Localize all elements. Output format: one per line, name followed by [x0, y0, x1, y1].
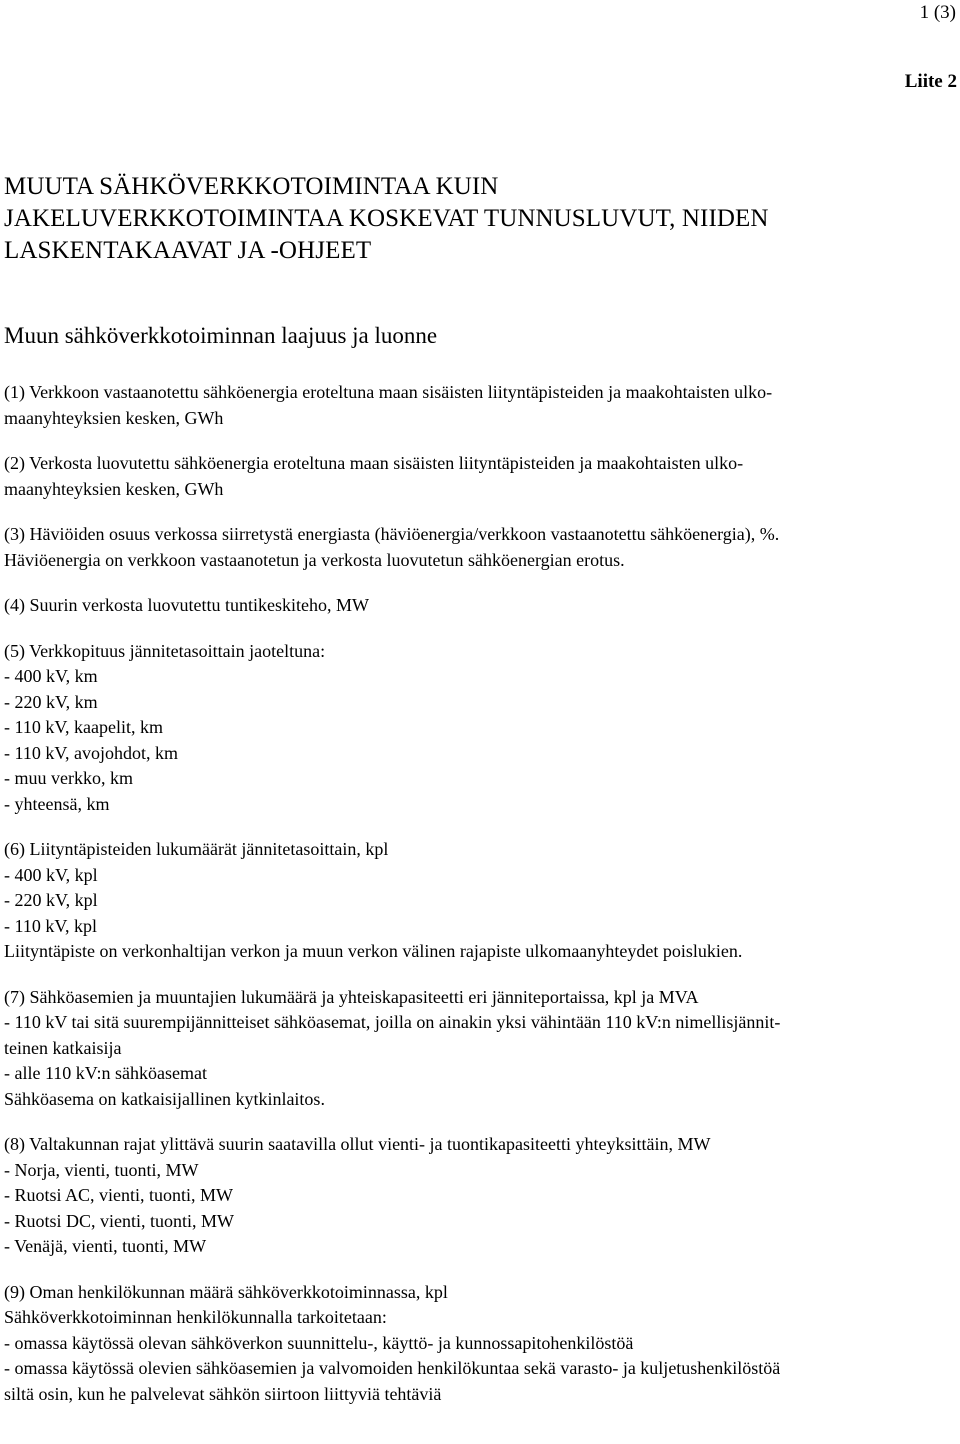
text-line: (8) Valtakunnan rajat ylittävä suurin saatavilla ollut vienti- ja tuontikapasiteetti yhteyksittäin, MW: [4, 1134, 711, 1154]
text-line: - Ruotsi AC, vienti, tuonti, MW: [4, 1185, 234, 1205]
section-heading: Muun sähköverkkotoiminnan laajuus ja luonne: [4, 323, 438, 348]
page-number: 1 (3): [919, 2, 956, 23]
text-line: - 400 kV, kpl: [4, 864, 98, 885]
text-line: (1) Verkkoon vastaanotettu sähköenergia eroteltuna maan sisäisten liityntäpisteiden ja maakohtaisten ulko-: [4, 382, 773, 402]
document-title-line: LASKENTAKAAVAT JA -OHJEET: [4, 237, 372, 264]
text-line: maanyhteyksien kesken, GWh: [4, 478, 224, 499]
text-line: (3) Häviöiden osuus verkossa siirretystä energiasta (häviöenergia/verkkoon vastaanotettu sähköenergia), %.: [4, 524, 780, 544]
text-line: siltä osin, kun he palvelevat sähkön siirtoon liittyviä tehtäviä: [4, 1383, 442, 1404]
text-line: - omassa käytössä olevien sähköasemien ja valvomoiden henkilökuntaa sekä varasto- ja kuljetushenkilöstöä: [4, 1358, 781, 1378]
indicator-item-1: [4, 380, 954, 431]
indicator-item-5: [4, 639, 954, 818]
text-line: Sähköverkkotoiminnan henkilökunnalla tarkoitetaan:: [4, 1307, 387, 1327]
text-line: - yhteensä, km: [4, 793, 110, 814]
text-line: (7) Sähköasemien ja muuntajien lukumäärä ja yhteiskapasiteetti eri jänniteportaissa, kpl ja MVA: [4, 986, 699, 1007]
document-title-line: MUUTA SÄHKÖVERKKOTOIMINTAA KUIN: [4, 173, 499, 200]
indicator-item-2: [4, 451, 954, 502]
indicator-item-7: [4, 985, 954, 1113]
indicator-item-8: [4, 1132, 954, 1260]
text-line: - muu verkko, km: [4, 768, 133, 788]
text-line: - 110 kV, avojohdot, km: [4, 742, 178, 763]
indicator-item-4: [4, 593, 954, 619]
text-line: - omassa käytössä olevan sähköverkon suunnittelu-, käyttö- ja kunnossapitohenkilöstöä: [4, 1332, 634, 1353]
text-line: (9) Oman henkilökunnan määrä sähköverkkotoiminnassa, kpl: [4, 1281, 448, 1302]
text-line: - Ruotsi DC, vienti, tuonti, MW: [4, 1210, 235, 1231]
indicator-item-3: [4, 522, 954, 573]
text-line: maanyhteyksien kesken, GWh: [4, 407, 224, 428]
text-line: - 220 kV, km: [4, 691, 98, 712]
text-line: - Venäjä, vienti, tuonti, MW: [4, 1236, 207, 1256]
text-line: Liityntäpiste on verkonhaltijan verkon ja muun verkon välinen rajapiste ulkomaanyhteydet poislukien.: [4, 941, 743, 961]
text-line: (2) Verkosta luovutettu sähköenergia eroteltuna maan sisäisten liityntäpisteiden ja maakohtaisten ulko-: [4, 453, 744, 473]
text-line: - Norja, vienti, tuonti, MW: [4, 1159, 199, 1180]
text-line: - 220 kV, kpl: [4, 890, 98, 910]
document-title-line: JAKELUVERKKOTOIMINTAA KOSKEVAT TUNNUSLUVUT, NIIDEN: [4, 205, 769, 232]
text-line: (6) Liityntäpisteiden lukumäärät jännitetasoittain, kpl: [4, 839, 389, 859]
text-line: (5) Verkkopituus jännitetasoittain jaoteltuna:: [4, 640, 326, 661]
text-line: teinen katkaisija: [4, 1037, 122, 1058]
text-line: Sähköasema on katkaisijallinen kytkinlaitos.: [4, 1088, 325, 1109]
text-line: - 110 kV, kaapelit, km: [4, 717, 163, 737]
text-line: - alle 110 kV:n sähköasemat: [4, 1063, 207, 1083]
text-line: - 110 kV, kpl: [4, 915, 98, 936]
text-line: (4) Suurin verkosta luovutettu tuntikeskiteho, MW: [4, 595, 369, 615]
indicator-item-9: [4, 1280, 954, 1408]
indicator-list: [4, 380, 954, 1427]
indicator-item-6: [4, 837, 954, 965]
appendix-label: Liite 2: [904, 71, 957, 92]
text-line: - 110 kV tai sitä suurempijännitteiset sähköasemat, joilla on ainakin yksi vähintään 110 kV:n nimellisjännit-: [4, 1012, 781, 1032]
text-line: - 400 kV, km: [4, 666, 98, 686]
document-title: [4, 171, 954, 267]
text-line: Häviöenergia on verkkoon vastaanotetun ja verkosta luovutetun sähköenergian erotus.: [4, 549, 625, 570]
